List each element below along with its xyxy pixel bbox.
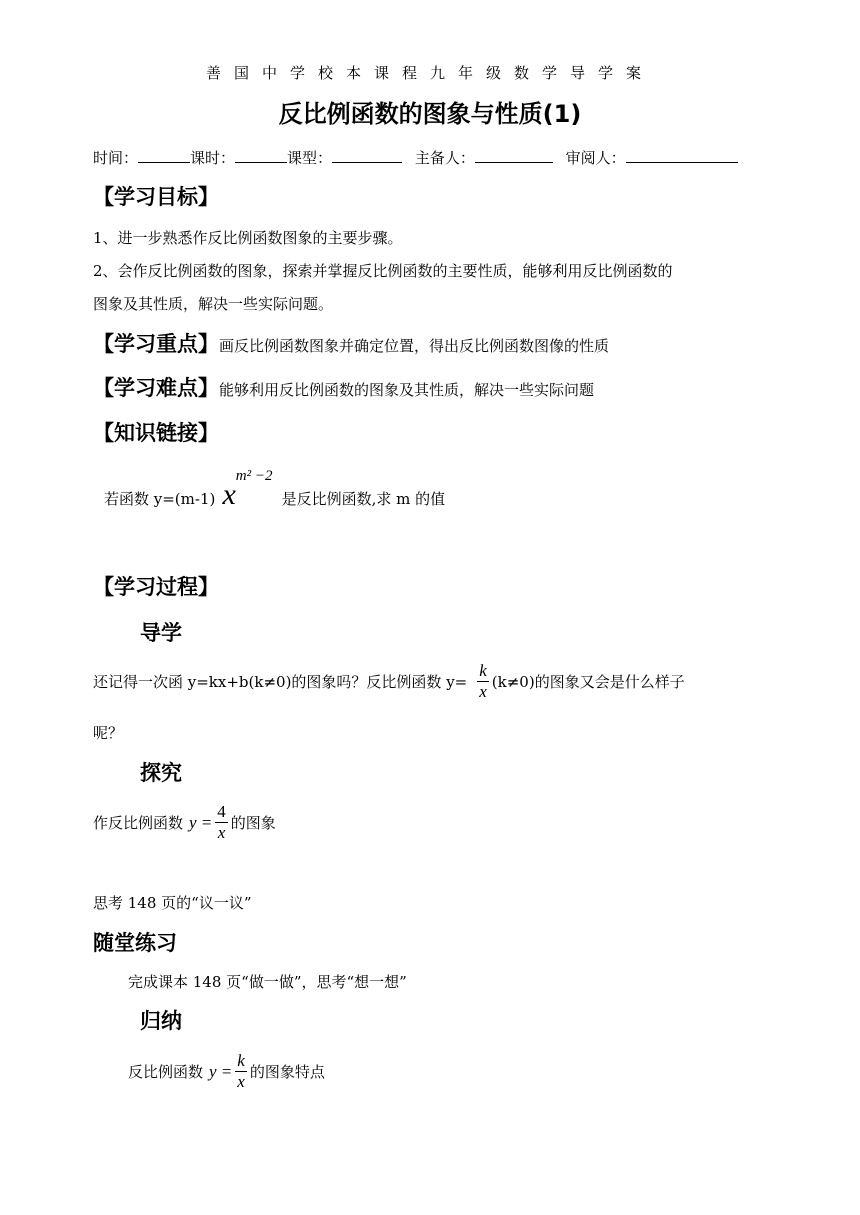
guide-question-line-1 <box>93 661 685 702</box>
key-points-text: 画反比例函数图象并确定位置，得出反比例函数图像的性质 <box>219 337 610 355</box>
guide-text-b: (k≠0)的图象又会是什么样子 <box>491 673 685 691</box>
meta-line <box>93 147 738 168</box>
guide-question-line-2: 呢？ <box>93 724 124 742</box>
fraction-numerator: k <box>237 1051 245 1070</box>
key-points-heading: 【学习重点】 <box>93 332 219 356</box>
type-label: 课型： <box>287 149 333 167</box>
reviewer-blank <box>626 148 738 163</box>
goal-item-2-line-2: 图象及其性质，解决一些实际问题。 <box>93 295 334 313</box>
guide-text-a: 还记得一次函 y=kx+b(k≠0)的图象吗？反比例函数 y= <box>93 673 468 691</box>
type-blank <box>332 148 402 163</box>
power-base: x <box>222 478 236 511</box>
page-title: 反比例函数的图象与性质(1) <box>278 100 582 128</box>
practice-text: 完成课本 148 页“做一做”，思考“想一想” <box>128 973 407 991</box>
explore-prefix: 作反比例函数 <box>93 814 184 832</box>
process-heading: 【学习过程】 <box>93 575 219 599</box>
explore-heading: 探究 <box>140 761 182 785</box>
school-header: 善国中学校本课程九年级数学导学案 <box>205 64 654 82</box>
summary-heading: 归纳 <box>140 1009 182 1033</box>
practice-heading: 随堂练习 <box>93 931 177 955</box>
goal-item-2-line-1: 2、会作反比例函数的图象，探索并掌握反比例函数的主要性质，能够利用反比例函数的 <box>93 262 673 280</box>
knowledge-suffix: 是反比例函数,求 m 的值 <box>281 490 446 508</box>
four-over-x-fraction <box>215 802 228 843</box>
explore-task <box>93 802 276 843</box>
difficulties-row <box>93 372 594 402</box>
summary-lhs: y = <box>209 1061 233 1081</box>
reviewer-label: 审阅人： <box>565 149 626 167</box>
knowledge-link-question <box>104 468 445 512</box>
explore-suffix: 的图象 <box>230 814 276 832</box>
preparer-blank <box>475 148 553 163</box>
fraction-denominator: x <box>237 1072 245 1091</box>
fraction-denominator: x <box>217 823 226 842</box>
fraction-numerator: k <box>479 661 487 680</box>
goal-item-1: 1、进一步熟悉作反比例函数图象的主要步骤。 <box>93 229 403 247</box>
k-over-x-fraction <box>477 661 489 702</box>
knowledge-link-heading: 【知识链接】 <box>93 421 219 445</box>
explore-lhs: y = <box>189 812 213 832</box>
period-label: 课时： <box>190 149 236 167</box>
preparer-label: 主备人： <box>414 149 475 167</box>
difficulties-heading: 【学习难点】 <box>93 376 219 400</box>
summary-prefix: 反比例函数 <box>128 1063 204 1081</box>
summary-task <box>128 1051 325 1092</box>
k-over-x-fraction <box>235 1051 247 1092</box>
period-blank <box>235 148 287 163</box>
guide-heading: 导学 <box>140 621 182 645</box>
difficulties-text: 能够利用反比例函数的图象及其性质，解决一些实际问题 <box>219 381 595 399</box>
time-blank <box>138 148 190 163</box>
explore-think: 思考 148 页的“议一议” <box>93 894 252 912</box>
fraction-denominator: x <box>479 682 487 701</box>
key-points-row <box>93 328 609 358</box>
power-exponent: m² −2 <box>235 468 273 484</box>
knowledge-prefix: 若函数 y=(m-1) <box>104 490 216 508</box>
time-label: 时间： <box>93 149 139 167</box>
goals-heading: 【学习目标】 <box>93 185 219 209</box>
fraction-numerator: 4 <box>217 802 226 821</box>
summary-suffix: 的图象特点 <box>249 1063 325 1081</box>
